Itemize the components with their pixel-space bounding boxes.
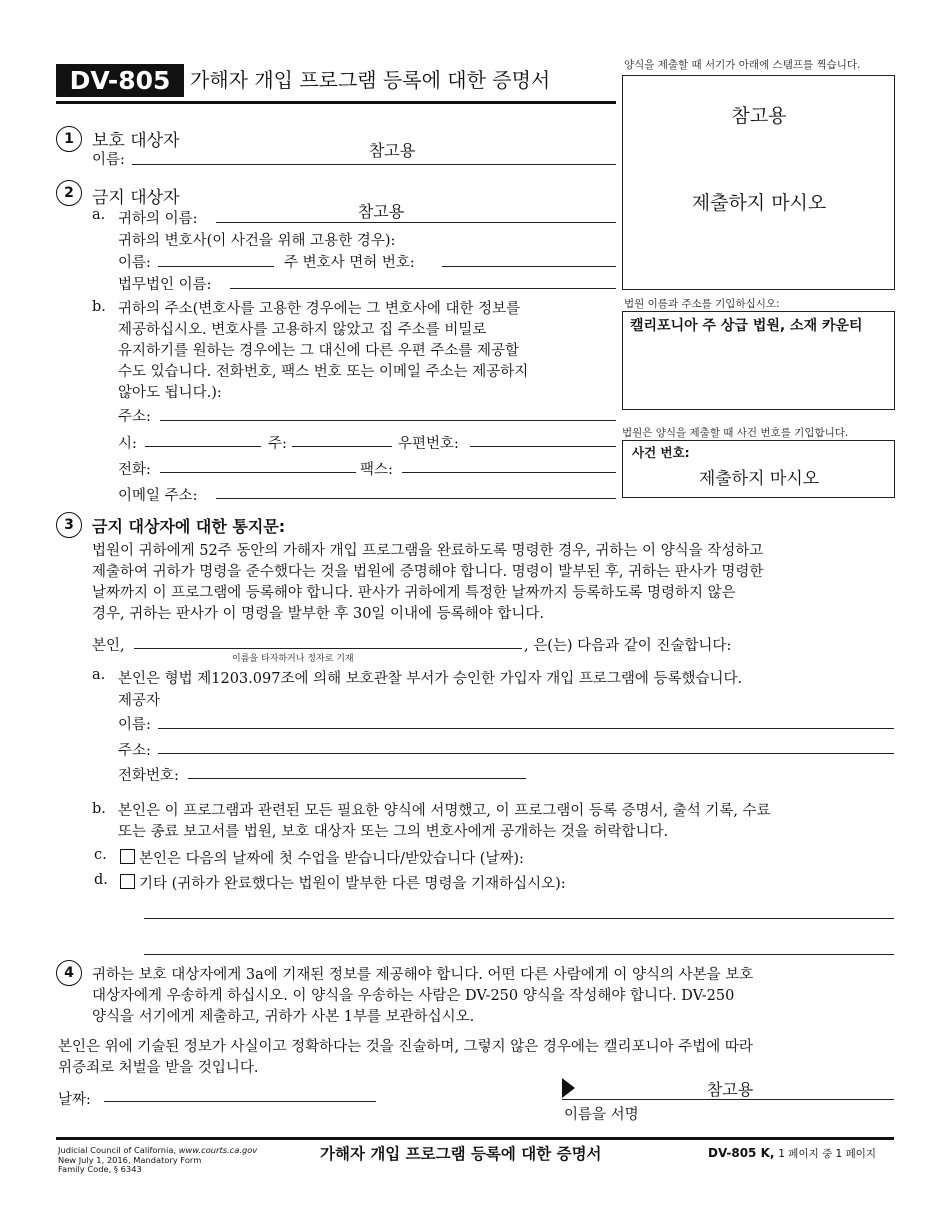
signature-value: 참고용 <box>706 1080 754 1099</box>
item-3a-text: 본인은 형법 제1203.097조에 의해 보호관찰 부서가 승인한 가입자 개입 프로그램에 등록했습니다. <box>118 671 743 687</box>
item-3c-row <box>120 847 524 868</box>
protected-name-label: 이름: <box>92 152 125 168</box>
provider-name-label: 이름: <box>118 717 151 733</box>
address-instructions-line: 제공하십시오. 변호사를 고용하지 않았고 집 주소를 비밀로 <box>118 322 487 338</box>
footer-url: www.courts.ca.gov <box>178 1145 258 1155</box>
your-name-value: 참고용 <box>357 202 405 221</box>
address-instructions-line: 유지하기를 원하는 경우에는 그 대신에 다른 우편 주소를 제공할 <box>118 343 520 359</box>
item-2b-marker: b. <box>92 299 106 315</box>
section-1-title: 보호 대상자 <box>92 131 180 151</box>
declarant-name-hint: 이름을 타자하거나 정자로 기재 <box>232 654 354 664</box>
form-title: 가해자 개입 프로그램 등록에 대한 증명서 <box>190 68 551 92</box>
section-3-number: 3 <box>56 512 82 538</box>
signature-arrow-icon <box>562 1078 575 1098</box>
lawyer-name-field[interactable] <box>158 266 274 267</box>
item-3c-text: 본인은 다음의 날짜에 첫 수업을 받습니다/받았습니다 (날짜): <box>139 851 524 867</box>
section-4-number: 4 <box>56 960 82 986</box>
city-field[interactable] <box>145 446 261 447</box>
clerk-stamp-note: 양식을 제출할 때 서기가 아래에 스탬프를 찍습니다. <box>624 59 861 71</box>
section-4-text <box>92 965 892 1028</box>
case-number-value: 제출하지 마시오 <box>698 469 820 489</box>
footer-page <box>708 1146 876 1161</box>
clerk-stamp-reference: 참고용 <box>731 105 787 127</box>
footer-left-line: Family Code, § 6343 <box>58 1164 142 1174</box>
sign-name-label: 이름을 서명 <box>564 1107 639 1123</box>
address-label: 주소: <box>118 409 151 425</box>
item-3d-row <box>120 872 566 893</box>
provider-address-field[interactable] <box>158 753 894 754</box>
section-3-title: 금지 대상자에 대한 통지문: <box>92 517 286 536</box>
firm-name-field[interactable] <box>230 288 616 289</box>
declaration-line: 본인은 위에 기술된 정보가 사실이고 정확하다는 것을 진술하며, 그렇지 않은 경우에는 캘리포니아 주법에 따라 <box>58 1039 753 1055</box>
footer-left <box>58 1146 257 1175</box>
notice-line: 경우, 귀하는 판사가 이 명령을 발부한 후 30일 이내에 등록해야 합니다. <box>92 606 544 622</box>
case-note: 법원은 양식을 제출할 때 사건 번호를 기입합니다. <box>622 427 849 439</box>
zip-label: 우편번호: <box>398 436 459 452</box>
footer-page-count: 1 페이지 중 1 페이지 <box>778 1148 876 1160</box>
your-name-field[interactable] <box>216 222 616 223</box>
phone-label: 전화: <box>118 462 151 478</box>
item-2a-marker: a. <box>92 207 106 223</box>
section-1-number: 1 <box>56 126 82 152</box>
address-instructions-line: 않아도 됩니다.): <box>118 385 222 401</box>
email-label: 이메일 주소: <box>118 488 198 504</box>
item-3b-line: 본인은 이 프로그램과 관련된 모든 필요한 양식에 서명했고, 이 프로그램이 등록 증명서, 출석 기록, 수료 <box>118 803 771 819</box>
lawyer-name-label: 이름: <box>118 255 151 271</box>
item-3b-marker: b. <box>92 801 106 817</box>
declarant-name-field[interactable] <box>134 648 522 649</box>
zip-field[interactable] <box>470 446 616 447</box>
phone-field[interactable] <box>160 472 356 473</box>
your-name-label: 귀하의 이름: <box>118 211 198 227</box>
provider-name-field[interactable] <box>158 728 894 729</box>
bar-number-label: 주 변호사 면허 번호: <box>284 255 415 271</box>
item-3b-line: 또는 종료 보고서를 법원, 보호 대상자 또는 그의 변호사에게 공개하는 것을 허락합니다. <box>118 824 669 840</box>
footer-form-id: DV-805 K, <box>708 1146 775 1160</box>
clerk-stamp-do-not-file: 제출하지 마시오 <box>691 192 827 214</box>
declare-suffix: , 은(는) 다음과 같이 진술합니다: <box>524 638 732 654</box>
item-3d-marker: d. <box>94 872 108 888</box>
section-4-line: 대상자에게 우송하게 하십시오. 이 양식을 우송하는 사람은 DV-250 양식을 작성해야 합니다. DV-250 <box>92 988 735 1004</box>
other-order-field-2[interactable] <box>144 954 894 955</box>
footer-rule <box>56 1137 894 1140</box>
footer-title: 가해자 개입 프로그램 등록에 대한 증명서 <box>320 1145 602 1163</box>
protected-name-field[interactable] <box>132 164 616 165</box>
address-field[interactable] <box>160 420 616 421</box>
protected-name-value: 참고용 <box>368 141 416 160</box>
section-3-notice <box>92 541 892 625</box>
section-4-line: 양식을 서기에게 제출하고, 귀하가 사본 1부를 보관하십시오. <box>92 1009 475 1025</box>
item-3c-checkbox[interactable] <box>120 849 135 864</box>
declaration-line: 위증죄로 처벌을 받을 것입니다. <box>58 1060 259 1076</box>
state-label: 주: <box>268 436 287 452</box>
header-rule <box>56 101 616 104</box>
bar-number-field[interactable] <box>442 266 616 267</box>
item-3b-text <box>118 801 898 843</box>
notice-line: 날짜까지 이 프로그램에 등록해야 합니다. 판사가 귀하에게 특정한 날짜까지 등록하도록 명령하지 않은 <box>92 585 736 601</box>
provider-address-label: 주소: <box>118 743 151 759</box>
city-label: 시: <box>118 436 137 452</box>
section-2-title: 금지 대상자 <box>92 188 180 208</box>
declare-prefix: 본인, <box>92 638 125 654</box>
perjury-declaration <box>58 1037 898 1079</box>
other-order-field-1[interactable] <box>144 918 894 919</box>
date-label: 날짜: <box>58 1092 91 1108</box>
case-number-label: 사건 번호: <box>632 445 690 460</box>
form-id-badge: DV-805 K <box>56 64 184 97</box>
footer-left-line: New July 1, 2016, Mandatory Form <box>58 1154 202 1165</box>
section-2-number: 2 <box>56 180 82 206</box>
item-3a-marker: a. <box>92 667 106 683</box>
provider-phone-label: 전화번호: <box>118 768 179 784</box>
section-4-line: 귀하는 보호 대상자에게 3a에 기재된 정보를 제공해야 합니다. 어떤 다른 사람에게 이 양식의 사본을 보호 <box>92 967 754 983</box>
state-field[interactable] <box>292 446 392 447</box>
address-instructions-line: 귀하의 주소(변호사를 고용한 경우에는 그 변호사에 대한 정보를 <box>118 301 521 317</box>
footer-left-line: Judicial Council of California, www.courts.ca.gov <box>58 1145 258 1155</box>
item-3d-checkbox[interactable] <box>120 874 135 889</box>
item-3d-text: 기타 (귀하가 완료했다는 법원이 발부한 다른 명령을 기재하십시오): <box>139 876 566 892</box>
date-field[interactable] <box>104 1101 376 1102</box>
firm-name-label: 법무법인 이름: <box>118 277 212 293</box>
notice-line: 법원이 귀하에게 52주 동안의 가해자 개입 프로그램을 완료하도록 명령한 경우, 귀하는 이 양식을 작성하고 <box>92 543 764 559</box>
item-3c-marker: c. <box>94 847 107 863</box>
provider-phone-field[interactable] <box>188 778 526 779</box>
notice-line: 제출하여 귀하가 명령을 준수했다는 것을 법원에 증명해야 합니다. 명령이 발부된 후, 귀하는 판사가 명령한 <box>92 564 764 580</box>
email-field[interactable] <box>216 498 616 499</box>
fax-label: 팩스: <box>360 462 393 478</box>
address-instructions <box>118 299 618 404</box>
court-name: 캘리포니아 주 상급 법원, 소재 카운티 <box>630 318 863 334</box>
fax-field[interactable] <box>402 472 616 473</box>
court-label: 법원 이름과 주소를 기입하십시오: <box>624 298 780 310</box>
lawyer-label: 귀하의 변호사(이 사건을 위해 고용한 경우): <box>118 233 396 249</box>
provider-label: 제공자 <box>118 693 161 709</box>
address-instructions-line: 수도 있습니다. 전화번호, 팩스 번호 또는 이메일 주소는 제공하지 <box>118 364 529 380</box>
